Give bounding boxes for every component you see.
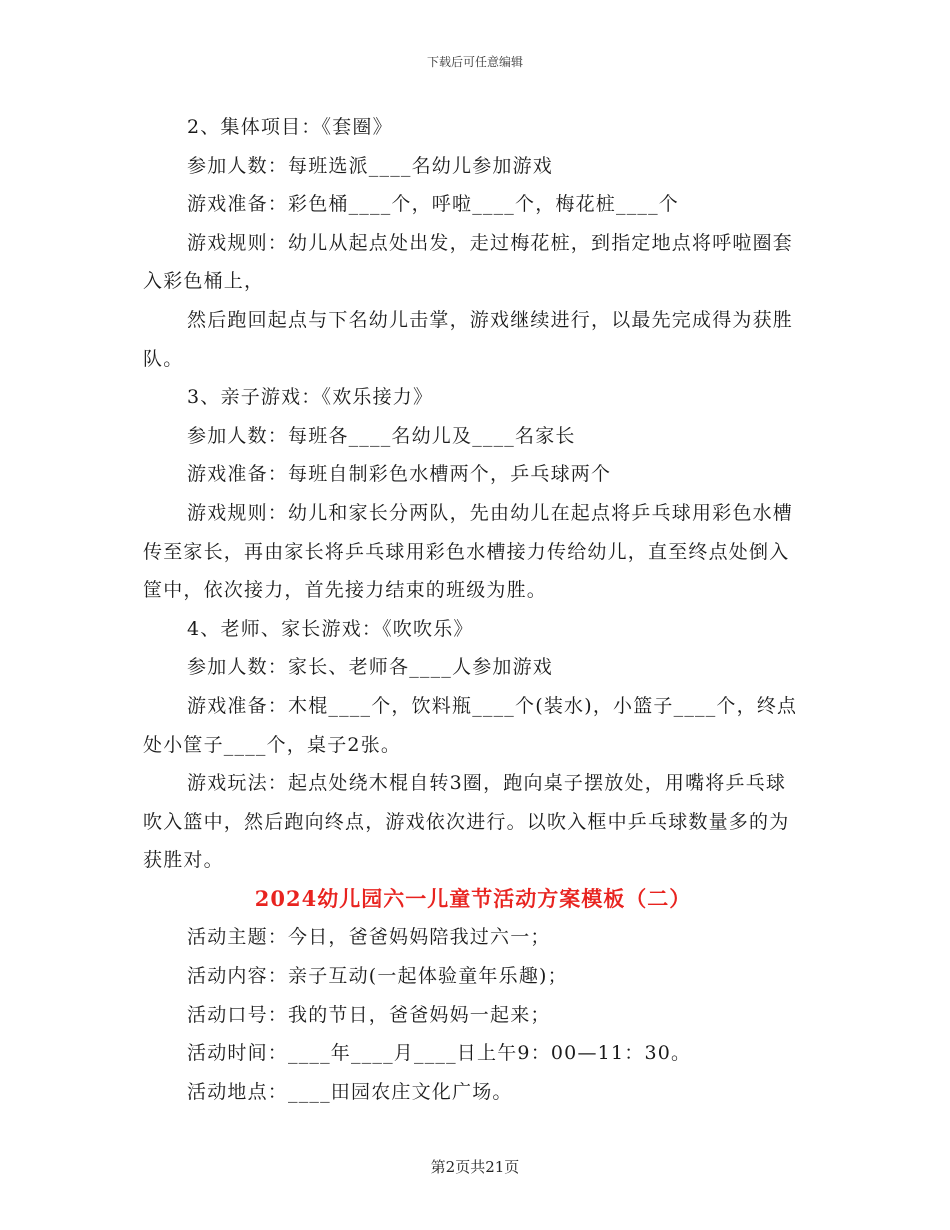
paragraph: 参加人数：每班选派____名幼儿参加游戏 bbox=[187, 154, 554, 177]
paragraph: 活动主题：今日，爸爸妈妈陪我过六一； bbox=[187, 926, 551, 949]
paragraph: 活动时间：____年____月____日上午9：00—11：30。 bbox=[187, 1042, 692, 1065]
page-header: 下载后可任意编辑 bbox=[426, 55, 523, 69]
paragraph: 参加人数：家长、老师各____人参加游戏 bbox=[187, 656, 554, 679]
paragraph: 游戏规则：幼儿和家长分两队，先由幼儿在起点将乒乓球用彩色水槽传至家长，再由家长将乒乓球用彩色水槽接力传给幼儿，直至终点处倒入筐中，依次接力，首先接力结束的班级为胜。 bbox=[143, 501, 794, 602]
page-footer: 第2页共21页 bbox=[430, 1158, 520, 1176]
section-title-ring-toss: 2、集体项目：《套圈》 bbox=[187, 116, 393, 138]
paragraph: 游戏玩法：起点处绕木棍自转3圈，跑向桌子摆放处，用嘴将乒乓球吹入篮中，然后跑向终点，游戏依次进行。以吹入框中乒乓球数量多的为获胜对。 bbox=[143, 772, 790, 872]
paragraph: 然后跑回起点与下名幼儿击掌，游戏继续进行，以最先完成得为获胜队。 bbox=[143, 308, 794, 370]
paragraph: 游戏准备：每班自制彩色水槽两个，乒乓球两个 bbox=[187, 463, 612, 486]
section-title-blow-game: 4、老师、家长游戏：《吹吹乐》 bbox=[187, 617, 474, 640]
document-heading: 2024幼儿园六一儿童节活动方案模板（二） bbox=[254, 885, 692, 911]
paragraph: 参加人数：每班各____名幼儿及____名家长 bbox=[187, 424, 576, 447]
section-title-relay: 3、亲子游戏：《欢乐接力》 bbox=[187, 386, 434, 409]
paragraph: 活动内容：亲子互动(一起体验童年乐趣)； bbox=[187, 965, 568, 988]
paragraph: 游戏准备：木棍____个，饮料瓶____个(装水)，小篮子____个，终点处小筐子____个，桌子2张。 bbox=[143, 694, 798, 756]
paragraph: 游戏准备：彩色桶____个，呼啦____个，梅花桩____个 bbox=[187, 193, 680, 216]
paragraph: 游戏规则：幼儿从起点处出发，走过梅花桩，到指定地点将呼啦圈套入彩色桶上， bbox=[143, 231, 794, 293]
paragraph: 活动口号：我的节日，爸爸妈妈一起来； bbox=[187, 1003, 551, 1026]
document-body bbox=[143, 108, 803, 1111]
paragraph: 活动地点：____田园农庄文化广场。 bbox=[187, 1080, 513, 1103]
